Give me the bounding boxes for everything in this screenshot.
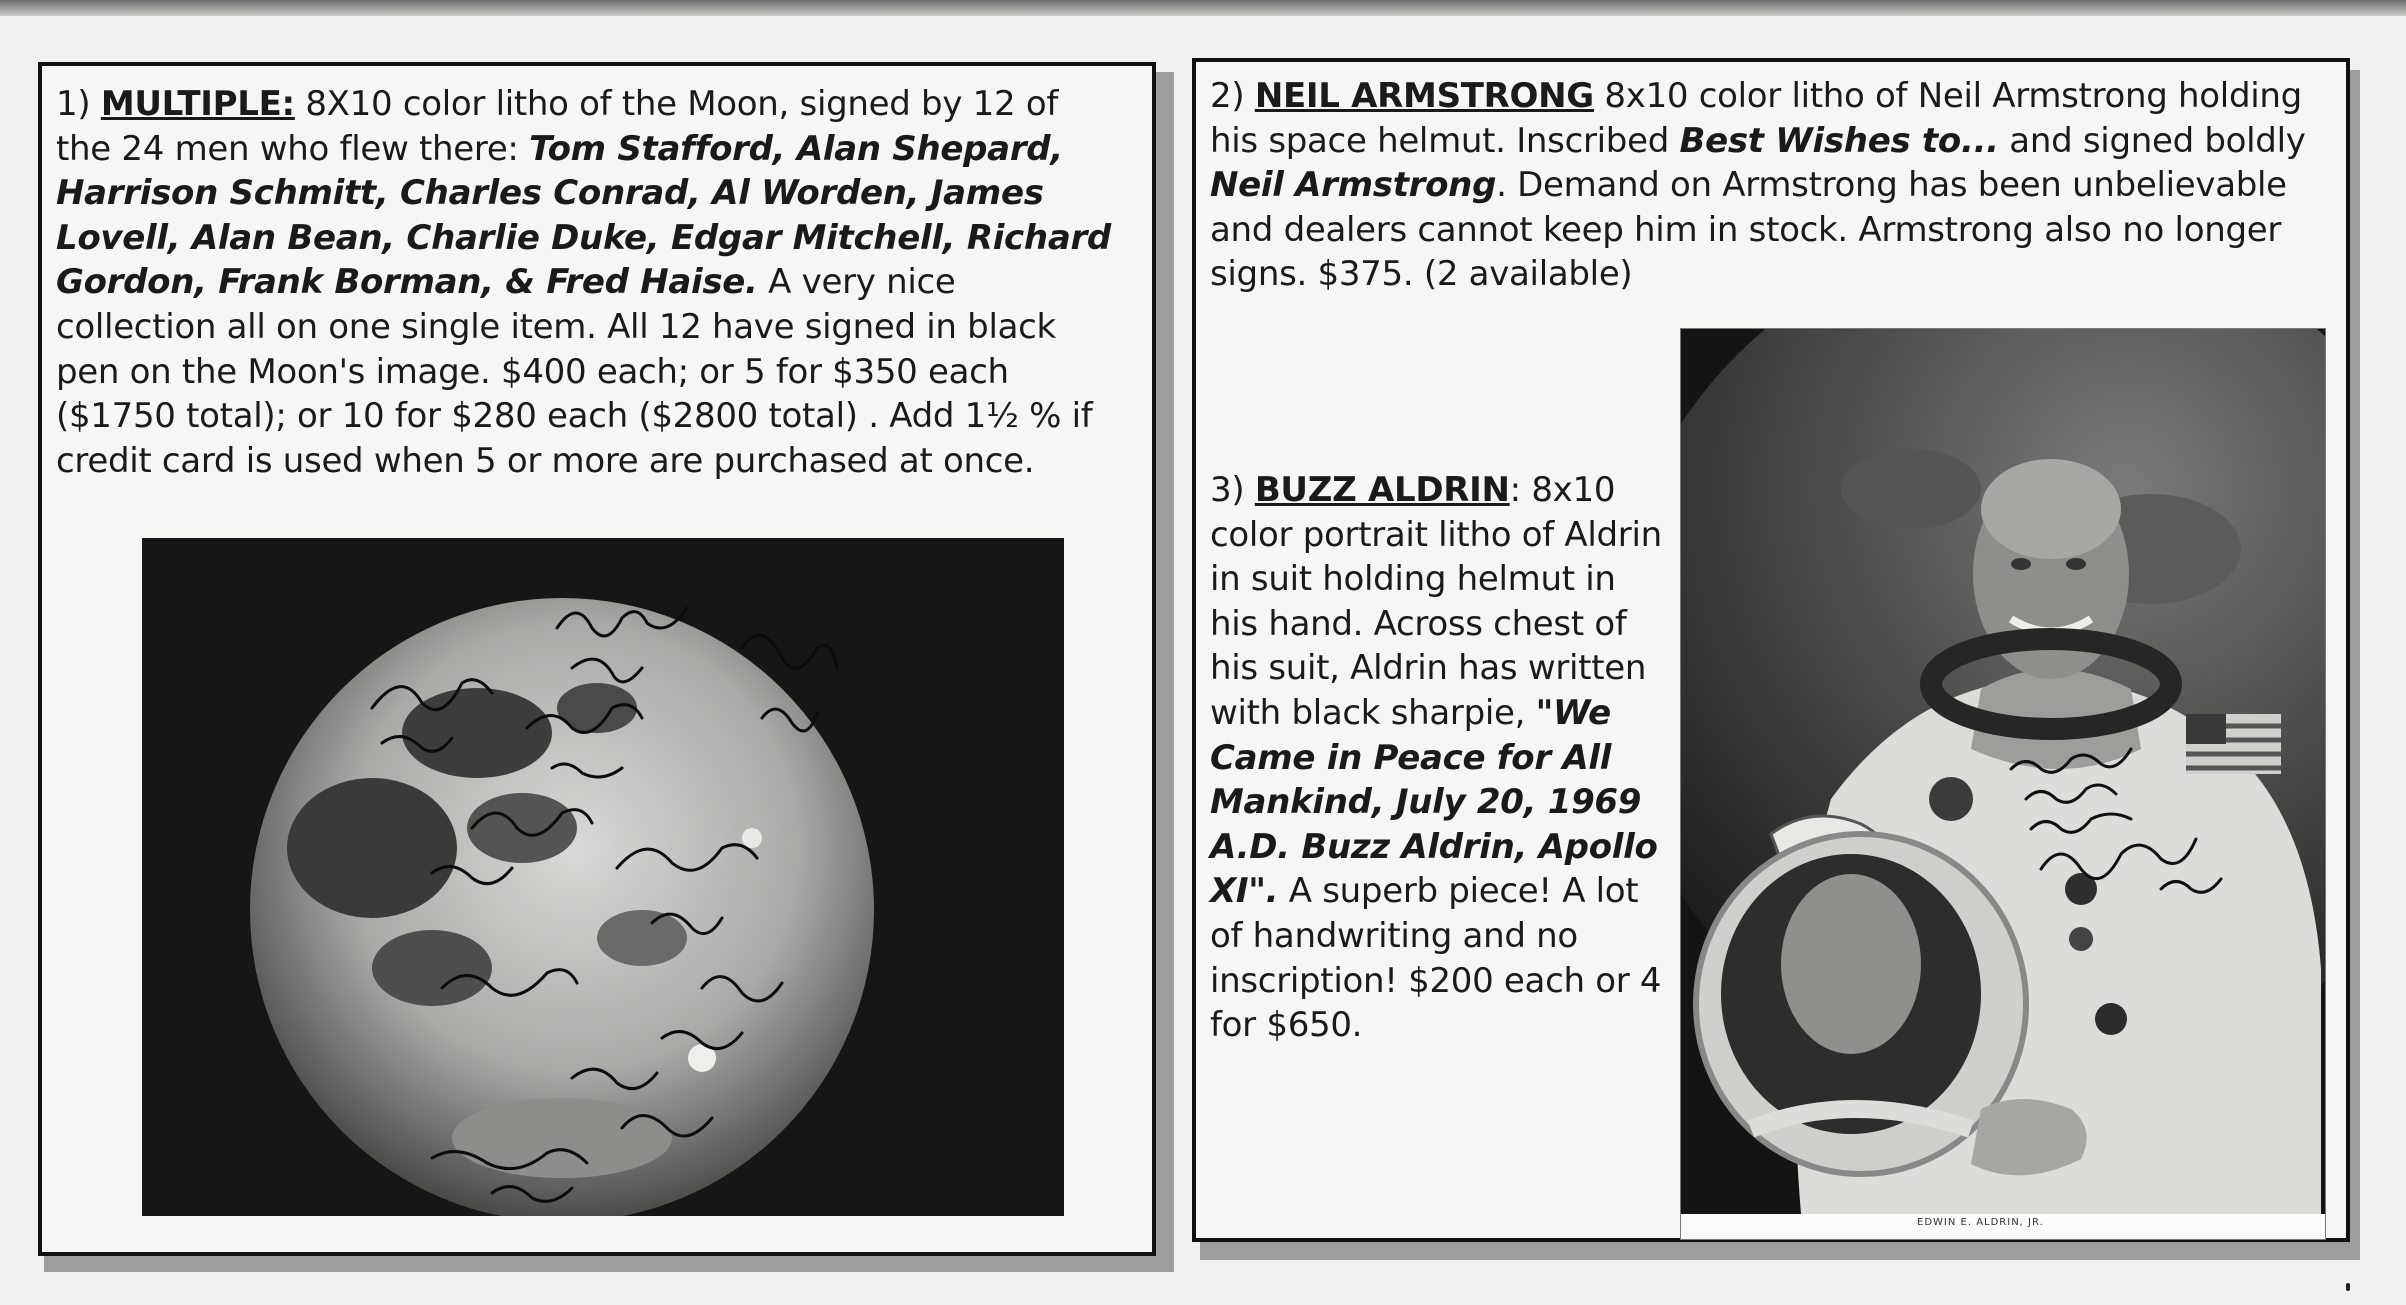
moon-photo <box>142 538 1064 1216</box>
scan-speck <box>2346 1283 2350 1291</box>
photo-caption: EDWIN E. ALDRIN, JR. <box>1917 1217 2044 1228</box>
items-2-3-panel <box>1192 58 2350 1242</box>
item-3-text-a: : 8x10 color portrait litho of Aldrin in suit holding helmut in his hand. Across chest of his suit, Aldrin has written with black sharpie, <box>1210 470 1662 733</box>
aldrin-photo <box>1680 328 2326 1240</box>
item-1-signer-names: Tom Stafford, Alan Shepard, Harrison Schmitt, Charles Conrad, Al Worden, James Lovell, Alan Bean, Charlie Duke, Edgar Mitchell, Richard Gordon, Frank Borman, & Fred Haise. <box>56 128 1111 303</box>
item-1-panel <box>38 62 1156 1256</box>
item-1-text-b: A very nice collection all on one single item. All 12 have signed in black pen on the Moon's image. $400 each; or 5 for $350 each ($1750 total); or 10 for $280 each ($2800 total) . Add 1½ % if credit card is used when 5 or more are purchased at once. <box>56 262 1093 481</box>
item-2-description <box>1210 74 2320 297</box>
item-3-text-b: A superb piece! A lot of handwriting and no inscription! $200 each or 4 for $650. <box>1210 871 1662 1046</box>
aldrin-portrait-image <box>1681 329 2325 1214</box>
item-3-description <box>1210 468 1670 1048</box>
item-3-heading: BUZZ ALDRIN <box>1254 470 1510 510</box>
item-1-text-a: 8X10 color litho of the Moon, signed by 12 of the 24 men who flew there: <box>56 84 1058 169</box>
item-2-number: 2) <box>1210 76 1245 116</box>
item-2-inscription: Best Wishes to... <box>1679 120 1999 161</box>
item-2-text-c: . Demand on Armstrong has been unbelievable and dealers cannot keep him in stock. Armstrong also no longer signs. $375. (2 available) <box>1210 165 2287 295</box>
item-3-number: 3) <box>1210 470 1245 510</box>
item-1-description <box>56 82 1116 483</box>
item-3-quote: "We Came in Peace for All Mankind, July 20, 1969 A.D. Buzz Aldrin, Apollo XI". <box>1210 692 1658 912</box>
item-2-text-b: and signed boldly <box>1998 120 2306 161</box>
item-1-heading: MULTIPLE: <box>100 84 295 124</box>
top-scan-band <box>0 0 2406 16</box>
item-2-signature: Neil Armstrong <box>1210 165 1497 206</box>
moon-image <box>142 538 1064 1216</box>
item-2-text-a: 8x10 color litho of Neil Armstrong holding his space helmut. Inscribed <box>1210 76 2302 161</box>
item-1-number: 1) <box>56 84 91 124</box>
item-2-heading: NEIL ARMSTRONG <box>1254 76 1594 116</box>
